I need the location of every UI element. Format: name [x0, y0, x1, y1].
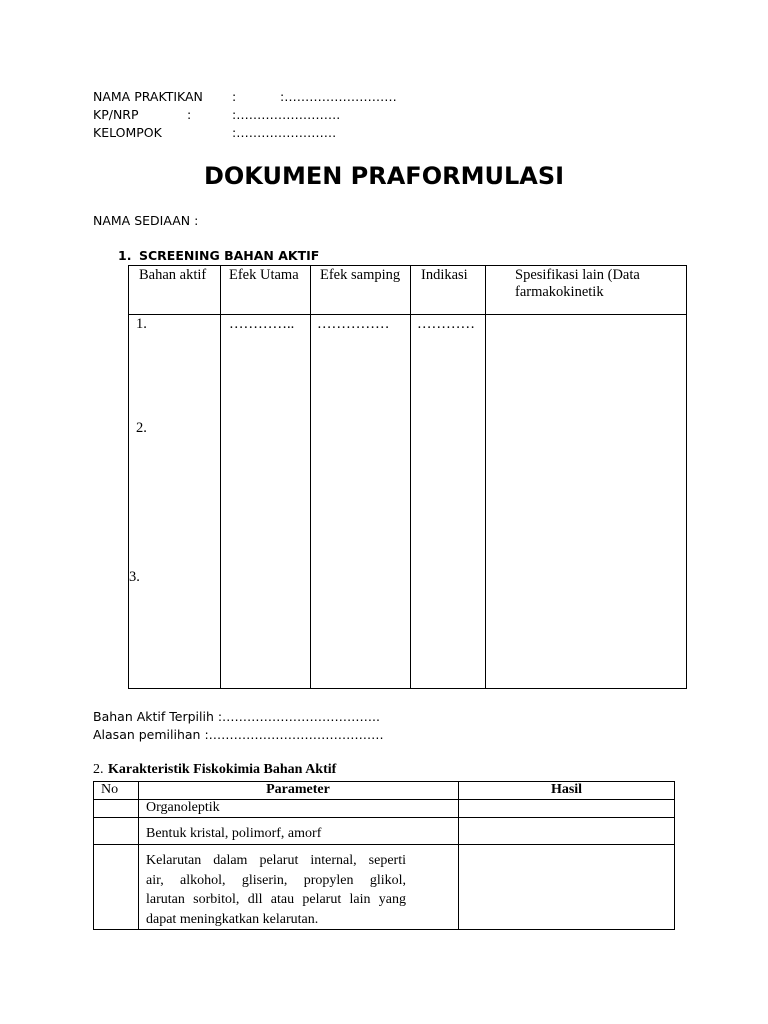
- bahan-aktif-terpilih: Bahan Aktif Terpilih :………………………………..: [93, 709, 380, 724]
- column-header-spesifikasi: Spesifikasi lain (Data: [515, 267, 640, 283]
- dots-indikasi: …………: [417, 316, 475, 332]
- screening-table: [128, 265, 687, 689]
- kelompok-value: :……………………: [232, 125, 337, 140]
- parameter-organoleptik: Organoleptik: [146, 800, 220, 815]
- kp-nrp-value: :…………………….: [232, 107, 341, 122]
- column-header-spesifikasi-line2: farmakokinetik: [515, 284, 604, 300]
- column-divider: [410, 266, 411, 688]
- kelompok-label: KELOMPOK: [93, 125, 162, 140]
- column-divider: [220, 266, 221, 688]
- document-title: DOKUMEN PRAFORMULASI: [203, 162, 565, 190]
- kelarutan-line: air, alkohol, gliserin, propylen glikol,: [146, 872, 406, 888]
- nama-sediaan-label: NAMA SEDIAAN :: [93, 213, 199, 228]
- column-header-no: No: [101, 782, 119, 797]
- row-divider: [94, 844, 674, 845]
- dots-efek-samping: ……………: [317, 316, 390, 332]
- row-number-1: 1.: [136, 316, 147, 332]
- row-number-3: 3.: [129, 569, 140, 585]
- column-header-efek-utama: Efek Utama: [229, 267, 299, 283]
- kelarutan-line: Kelarutan dalam pelarut internal, seperti: [146, 853, 406, 868]
- section2-heading: Karakteristik Fiskokimia Bahan Aktif: [108, 762, 337, 777]
- parameter-kelarutan: [146, 851, 406, 929]
- row-divider: [94, 817, 674, 818]
- kp-nrp-colon: :: [187, 107, 192, 122]
- column-divider: [310, 266, 311, 688]
- row-number-2: 2.: [136, 420, 147, 436]
- karakteristik-table: [93, 781, 675, 930]
- column-header-hasil: Hasil: [550, 782, 583, 797]
- kelarutan-line: dapat meningkatkan kelarutan.: [146, 911, 319, 927]
- column-divider: [458, 782, 459, 929]
- column-header-indikasi: Indikasi: [421, 267, 468, 283]
- section2-number: 2.: [93, 762, 104, 777]
- section1-number: 1.: [118, 248, 132, 263]
- column-header-efek-samping: Efek samping: [320, 267, 401, 283]
- column-header-parameter: Parameter: [266, 782, 330, 797]
- dots-efek-utama: …………..: [229, 316, 295, 332]
- alasan-pemilihan: Alasan pemilihan :……………………………………: [93, 727, 384, 742]
- nama-praktikan-label: NAMA PRAKTIKAN: [93, 89, 203, 104]
- row-divider: [129, 314, 686, 315]
- kp-nrp-label: KP/NRP: [93, 107, 139, 122]
- parameter-bentuk-kristal: Bentuk kristal, polimorf, amorf: [146, 826, 322, 841]
- nama-praktikan-colon: :: [232, 89, 237, 104]
- section1-heading: SCREENING BAHAN AKTIF: [139, 248, 320, 263]
- column-divider: [138, 782, 139, 929]
- kelarutan-line: larutan sorbitol, dll atau pelarut lain yang: [146, 892, 406, 907]
- column-header-bahan-aktif: Bahan aktif: [139, 267, 207, 283]
- column-divider: [485, 266, 486, 688]
- nama-praktikan-value: :………………………: [280, 89, 397, 104]
